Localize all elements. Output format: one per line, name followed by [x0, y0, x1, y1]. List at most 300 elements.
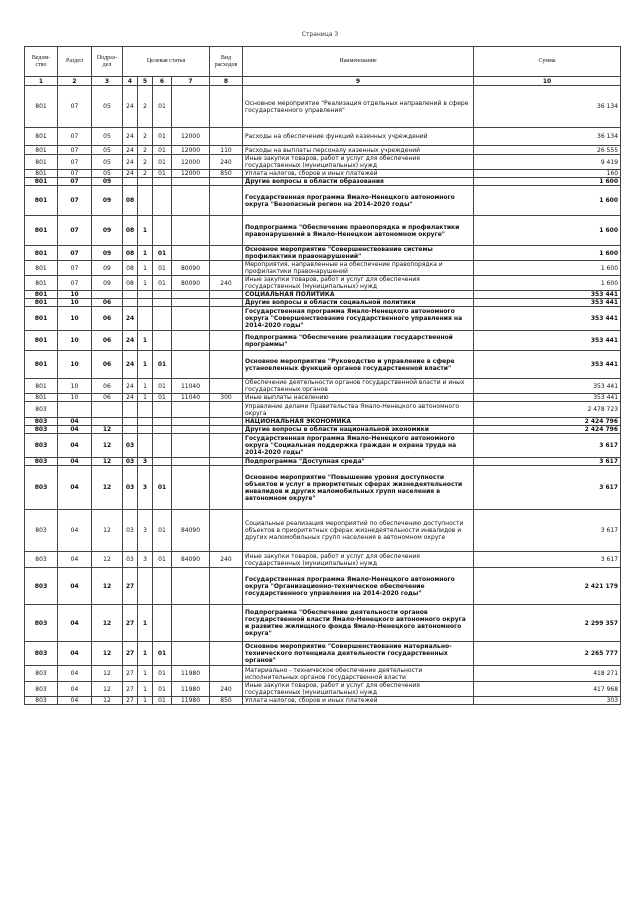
cell-r: 10	[58, 351, 92, 379]
cell-name: Иные закупки товаров, работ и услуг для обеспечения государственных (муниципальных) нужд	[243, 552, 474, 568]
table-row	[25, 402, 621, 418]
table-row	[25, 86, 621, 128]
cell-c4	[172, 299, 210, 307]
cell-vr	[210, 418, 243, 426]
cell-v: 803	[25, 418, 58, 426]
cell-c1: 27	[123, 605, 138, 642]
table-row	[25, 510, 621, 552]
cell-c2	[138, 402, 153, 418]
table-row	[25, 307, 621, 331]
table-row	[25, 178, 621, 186]
cell-name: Государственная программа Ямало-Ненецкого автономного округа "Безопасный регион на 2014-2020 годы"	[243, 186, 474, 216]
cell-c4: 12000	[172, 170, 210, 178]
cell-c2	[138, 186, 153, 216]
budget-table	[24, 46, 621, 705]
cell-p: 05	[92, 170, 123, 178]
cell-c3: 01	[153, 128, 172, 146]
cell-name: Иные закупки товаров, работ и услуг для обеспечения государственных (муниципальных) нужд	[243, 682, 474, 697]
cell-r: 07	[58, 186, 92, 216]
col-number: 6	[153, 77, 172, 86]
cell-c2: 1	[138, 216, 153, 246]
table-row	[25, 146, 621, 155]
cell-name: Управление делами Правительства Ямало-Ненецкого автономного округа	[243, 402, 474, 418]
cell-v: 801	[25, 307, 58, 331]
cell-c1: 24	[123, 331, 138, 351]
cell-c1: 08	[123, 216, 138, 246]
cell-c2	[138, 291, 153, 299]
cell-c3	[153, 568, 172, 605]
cell-c3	[153, 418, 172, 426]
cell-vr	[210, 246, 243, 261]
cell-name: Основное мероприятие "Руководство и управление в сфере установленных функций органов государственной власти"	[243, 351, 474, 379]
cell-c4	[172, 434, 210, 458]
cell-v: 801	[25, 299, 58, 307]
table-row	[25, 434, 621, 458]
table-row	[25, 291, 621, 299]
cell-p: 05	[92, 128, 123, 146]
cell-c2	[138, 426, 153, 434]
cell-c1: 27	[123, 682, 138, 697]
cell-sum: 26 555	[474, 146, 621, 155]
cell-name: Социальные реализация мероприятий по обеспечению доступности объектов в приоритетных сферах жизнедеятельности инвалидов и других маломобильных групп населения в автономном округе	[243, 510, 474, 552]
cell-c4	[172, 466, 210, 510]
col-number: 3	[92, 77, 123, 86]
cell-vr: 240	[210, 552, 243, 568]
table-row	[25, 605, 621, 642]
cell-r: 07	[58, 216, 92, 246]
cell-r: 07	[58, 146, 92, 155]
cell-r: 04	[58, 642, 92, 666]
cell-p: 05	[92, 86, 123, 128]
cell-sum: 353 441	[474, 351, 621, 379]
cell-p: 12	[92, 510, 123, 552]
header-razdel: Раздел	[58, 47, 92, 77]
cell-c3	[153, 331, 172, 351]
cell-c4: 11040	[172, 379, 210, 394]
cell-p: 06	[92, 299, 123, 307]
cell-r: 04	[58, 458, 92, 466]
cell-vr: 240	[210, 155, 243, 170]
cell-c4: 12000	[172, 128, 210, 146]
cell-v: 801	[25, 276, 58, 291]
cell-r: 04	[58, 682, 92, 697]
cell-name: Расходы на обеспечение функций казенных учреждений	[243, 128, 474, 146]
cell-r: 10	[58, 331, 92, 351]
cell-c3	[153, 291, 172, 299]
cell-v: 801	[25, 246, 58, 261]
cell-v: 801	[25, 186, 58, 216]
header-naimenovanie: Наименование	[243, 47, 474, 77]
cell-r: 04	[58, 434, 92, 458]
cell-c1: 24	[123, 170, 138, 178]
table-row	[25, 128, 621, 146]
cell-c2: 1	[138, 331, 153, 351]
cell-sum: 9 419	[474, 155, 621, 170]
cell-sum: 303	[474, 697, 621, 705]
cell-vr	[210, 86, 243, 128]
col-number: 9	[243, 77, 474, 86]
cell-p: 09	[92, 276, 123, 291]
cell-sum: 418 271	[474, 666, 621, 682]
cell-name: Основное мероприятие "Реализация отдельных направлений в сфере государственного управления"	[243, 86, 474, 128]
cell-v: 803	[25, 642, 58, 666]
table-row	[25, 568, 621, 605]
table-row	[25, 331, 621, 351]
cell-p: 09	[92, 186, 123, 216]
cell-sum: 160	[474, 170, 621, 178]
cell-vr: 110	[210, 146, 243, 155]
cell-name: Основное мероприятие "Совершенствование материально-технического потенциала деятельности государственных органов"	[243, 642, 474, 666]
cell-c2: 1	[138, 276, 153, 291]
table-row	[25, 351, 621, 379]
cell-vr	[210, 458, 243, 466]
cell-c1: 24	[123, 155, 138, 170]
cell-sum: 36 134	[474, 86, 621, 128]
cell-name: Мероприятия, направленные на обеспечение правопорядка и профилактики правонарушений	[243, 261, 474, 276]
cell-c2	[138, 434, 153, 458]
cell-p: 12	[92, 682, 123, 697]
cell-c1: 24	[123, 86, 138, 128]
cell-name: НАЦИОНАЛЬНАЯ ЭКОНОМИКА	[243, 418, 474, 426]
cell-sum: 2 265 777	[474, 642, 621, 666]
cell-name: Иные выплаты населению	[243, 394, 474, 402]
page-number: Страница 3	[301, 31, 339, 38]
table-row	[25, 552, 621, 568]
cell-r: 04	[58, 426, 92, 434]
cell-sum: 353 441	[474, 331, 621, 351]
cell-c2: 1	[138, 697, 153, 705]
cell-vr: 240	[210, 682, 243, 697]
cell-c2	[138, 178, 153, 186]
cell-c4: 11980	[172, 666, 210, 682]
cell-r: 04	[58, 666, 92, 682]
cell-name: Подпрограмма "Обеспечение правопорядка и профилактики правонарушений в Ямало-Ненецком автономном округе"	[243, 216, 474, 246]
cell-name: СОЦИАЛЬНАЯ ПОЛИТИКА	[243, 291, 474, 299]
cell-p: 06	[92, 379, 123, 394]
cell-vr	[210, 466, 243, 510]
cell-p: 12	[92, 642, 123, 666]
cell-name: Подпрограмма "Обеспечение реализации государственной программы"	[243, 331, 474, 351]
cell-r: 04	[58, 697, 92, 705]
cell-r	[58, 402, 92, 418]
cell-sum: 2 299 357	[474, 605, 621, 642]
cell-vr: 300	[210, 394, 243, 402]
cell-sum: 3 617	[474, 458, 621, 466]
cell-vr	[210, 216, 243, 246]
cell-c4	[172, 307, 210, 331]
cell-c2	[138, 568, 153, 605]
cell-c4: 12000	[172, 155, 210, 170]
cell-vr	[210, 642, 243, 666]
cell-c3	[153, 605, 172, 642]
cell-c1: 08	[123, 261, 138, 276]
cell-p: 09	[92, 261, 123, 276]
cell-v: 803	[25, 568, 58, 605]
cell-sum: 1 600	[474, 178, 621, 186]
cell-c4	[172, 331, 210, 351]
cell-c4	[172, 291, 210, 299]
cell-p: 06	[92, 331, 123, 351]
cell-c1: 24	[123, 307, 138, 331]
cell-c2: 2	[138, 86, 153, 128]
cell-vr	[210, 261, 243, 276]
cell-c1: 27	[123, 642, 138, 666]
cell-v: 801	[25, 394, 58, 402]
cell-p: 12	[92, 605, 123, 642]
cell-c2: 1	[138, 666, 153, 682]
table-body	[25, 86, 621, 705]
header-vid-rashodov: Вид расходов	[210, 47, 243, 77]
cell-c1	[123, 418, 138, 426]
cell-c4	[172, 178, 210, 186]
cell-p: 12	[92, 426, 123, 434]
table-row	[25, 186, 621, 216]
cell-v: 803	[25, 434, 58, 458]
cell-c2: 2	[138, 128, 153, 146]
cell-sum: 2 424 796	[474, 418, 621, 426]
cell-p: 12	[92, 458, 123, 466]
cell-p	[92, 291, 123, 299]
header-podrazdel: Подраз-дел	[92, 47, 123, 77]
cell-c1: 08	[123, 246, 138, 261]
cell-c3: 01	[153, 246, 172, 261]
cell-v: 803	[25, 666, 58, 682]
cell-c1: 08	[123, 186, 138, 216]
cell-c3: 01	[153, 155, 172, 170]
cell-vr	[210, 186, 243, 216]
cell-c2: 1	[138, 394, 153, 402]
cell-c2: 1	[138, 682, 153, 697]
cell-c1: 03	[123, 458, 138, 466]
cell-c4	[172, 642, 210, 666]
cell-name: Материально - техническое обеспечение деятельности исполнительных органов государственной власти	[243, 666, 474, 682]
cell-c3: 01	[153, 261, 172, 276]
table-row	[25, 642, 621, 666]
cell-c1	[123, 426, 138, 434]
cell-r: 07	[58, 155, 92, 170]
cell-r: 10	[58, 307, 92, 331]
cell-sum: 2 424 796	[474, 426, 621, 434]
cell-r: 04	[58, 510, 92, 552]
cell-p: 06	[92, 351, 123, 379]
cell-name: Другие вопросы в области образования	[243, 178, 474, 186]
cell-r: 07	[58, 276, 92, 291]
cell-c2: 1	[138, 351, 153, 379]
cell-name: Основное мероприятие "Совершенствование системы профилактики правонарушений"	[243, 246, 474, 261]
cell-vr	[210, 605, 243, 642]
cell-v: 801	[25, 86, 58, 128]
cell-c1: 03	[123, 552, 138, 568]
cell-sum: 1 600	[474, 261, 621, 276]
cell-vr	[210, 434, 243, 458]
col-number: 5	[138, 77, 153, 86]
cell-c3: 01	[153, 697, 172, 705]
cell-sum: 3 617	[474, 434, 621, 458]
cell-c3: 01	[153, 276, 172, 291]
cell-r: 10	[58, 299, 92, 307]
cell-sum: 1 600	[474, 216, 621, 246]
cell-v: 803	[25, 458, 58, 466]
col-number: 10	[474, 77, 621, 86]
cell-name: Обеспечение деятельности органов государственной власти и иных государственных органов	[243, 379, 474, 394]
table-row	[25, 246, 621, 261]
cell-vr	[210, 379, 243, 394]
cell-r: 10	[58, 379, 92, 394]
table-row	[25, 155, 621, 170]
cell-c1: 24	[123, 379, 138, 394]
cell-c4	[172, 402, 210, 418]
cell-c1: 03	[123, 434, 138, 458]
cell-v: 801	[25, 178, 58, 186]
cell-c4	[172, 246, 210, 261]
col-number: 7	[172, 77, 210, 86]
cell-p: 12	[92, 697, 123, 705]
cell-vr	[210, 666, 243, 682]
table-row	[25, 426, 621, 434]
cell-v: 801	[25, 170, 58, 178]
cell-c3	[153, 458, 172, 466]
table-row	[25, 379, 621, 394]
cell-c4: 11980	[172, 697, 210, 705]
cell-name: Подпрограмма "Доступная среда"	[243, 458, 474, 466]
cell-p: 09	[92, 246, 123, 261]
cell-v: 801	[25, 155, 58, 170]
cell-vr	[210, 331, 243, 351]
cell-v: 803	[25, 605, 58, 642]
cell-c3: 01	[153, 552, 172, 568]
cell-v: 803	[25, 682, 58, 697]
cell-r: 07	[58, 246, 92, 261]
table-row	[25, 299, 621, 307]
cell-c4	[172, 86, 210, 128]
cell-vr	[210, 568, 243, 605]
cell-vr	[210, 426, 243, 434]
cell-sum: 3 617	[474, 510, 621, 552]
cell-p: 09	[92, 216, 123, 246]
cell-sum: 1 600	[474, 276, 621, 291]
cell-c4	[172, 418, 210, 426]
cell-r: 10	[58, 394, 92, 402]
cell-c1	[123, 178, 138, 186]
cell-v: 801	[25, 146, 58, 155]
cell-name: Иные закупки товаров, работ и услуг для обеспечения государственных (муниципальных) нужд	[243, 155, 474, 170]
cell-c3	[153, 307, 172, 331]
cell-vr	[210, 291, 243, 299]
cell-v: 801	[25, 261, 58, 276]
cell-c3	[153, 434, 172, 458]
cell-p: 06	[92, 394, 123, 402]
cell-c1: 24	[123, 351, 138, 379]
cell-c1: 24	[123, 394, 138, 402]
cell-c4: 84090	[172, 552, 210, 568]
cell-c4	[172, 216, 210, 246]
cell-r: 04	[58, 466, 92, 510]
cell-vr	[210, 178, 243, 186]
cell-v: 801	[25, 216, 58, 246]
table-row	[25, 458, 621, 466]
cell-v: 803	[25, 402, 58, 418]
cell-c1: 27	[123, 697, 138, 705]
cell-r: 04	[58, 552, 92, 568]
table-row	[25, 216, 621, 246]
col-number: 4	[123, 77, 138, 86]
cell-c2: 3	[138, 510, 153, 552]
cell-vr	[210, 299, 243, 307]
table-row	[25, 697, 621, 705]
cell-name: Другие вопросы в области социальной политики	[243, 299, 474, 307]
cell-v: 803	[25, 466, 58, 510]
cell-c1	[123, 291, 138, 299]
cell-sum: 353 441	[474, 307, 621, 331]
cell-name: Основное мероприятие "Повышение уровня доступности объектов и услуг в приоритетных сферах жизнедеятельности инвалидов и других маломобильных групп населения в автономном округе"	[243, 466, 474, 510]
cell-c2: 1	[138, 379, 153, 394]
cell-p: 05	[92, 155, 123, 170]
cell-sum: 417 968	[474, 682, 621, 697]
cell-c4: 84090	[172, 510, 210, 552]
cell-name: Подпрограмма "Обеспечение деятельности органов государственной власти Ямало-Ненецкого автономного округа и развитие жилищного фонда Ямало-Ненецкого автономного округа"	[243, 605, 474, 642]
cell-c3	[153, 402, 172, 418]
cell-v: 803	[25, 426, 58, 434]
cell-v: 801	[25, 291, 58, 299]
cell-v: 803	[25, 552, 58, 568]
cell-p: 12	[92, 666, 123, 682]
header-celevaya-statya: Целевая статья	[123, 47, 210, 77]
cell-c4: 80090	[172, 276, 210, 291]
cell-c2	[138, 299, 153, 307]
cell-c3: 01	[153, 666, 172, 682]
cell-name: Уплата налогов, сборов и иных платежей	[243, 697, 474, 705]
cell-c1: 27	[123, 568, 138, 605]
cell-sum: 3 617	[474, 466, 621, 510]
header-vedomstvo: Ведом-ство	[25, 47, 58, 77]
col-number: 2	[58, 77, 92, 86]
cell-vr	[210, 307, 243, 331]
cell-c3	[153, 186, 172, 216]
column-number-row	[25, 77, 621, 86]
cell-sum: 1 600	[474, 186, 621, 216]
cell-c2: 3	[138, 458, 153, 466]
cell-c1	[123, 299, 138, 307]
cell-c2: 3	[138, 466, 153, 510]
cell-c2: 2	[138, 170, 153, 178]
cell-c4	[172, 426, 210, 434]
cell-c1: 03	[123, 466, 138, 510]
cell-c3	[153, 299, 172, 307]
cell-c3: 01	[153, 86, 172, 128]
cell-vr: 850	[210, 697, 243, 705]
cell-vr: 850	[210, 170, 243, 178]
table-row	[25, 666, 621, 682]
cell-c4	[172, 605, 210, 642]
cell-vr	[210, 351, 243, 379]
cell-p: 12	[92, 466, 123, 510]
cell-p: 09	[92, 178, 123, 186]
table-row	[25, 276, 621, 291]
cell-c3	[153, 178, 172, 186]
cell-r: 04	[58, 605, 92, 642]
cell-p	[92, 418, 123, 426]
cell-r: 04	[58, 418, 92, 426]
cell-name: Государственная программа Ямало-Ненецкого автономного округа "Совершенствование государственного управления на 2014-2020 годы"	[243, 307, 474, 331]
cell-c4	[172, 351, 210, 379]
cell-vr	[210, 402, 243, 418]
cell-v: 801	[25, 351, 58, 379]
cell-sum: 1 600	[474, 246, 621, 261]
cell-name: Государственная программа Ямало-Ненецкого автономного округа "Социальная поддержка граждан и охрана труда на 2014-2020 годы"	[243, 434, 474, 458]
cell-c3: 01	[153, 682, 172, 697]
cell-p: 05	[92, 146, 123, 155]
cell-sum: 353 441	[474, 291, 621, 299]
